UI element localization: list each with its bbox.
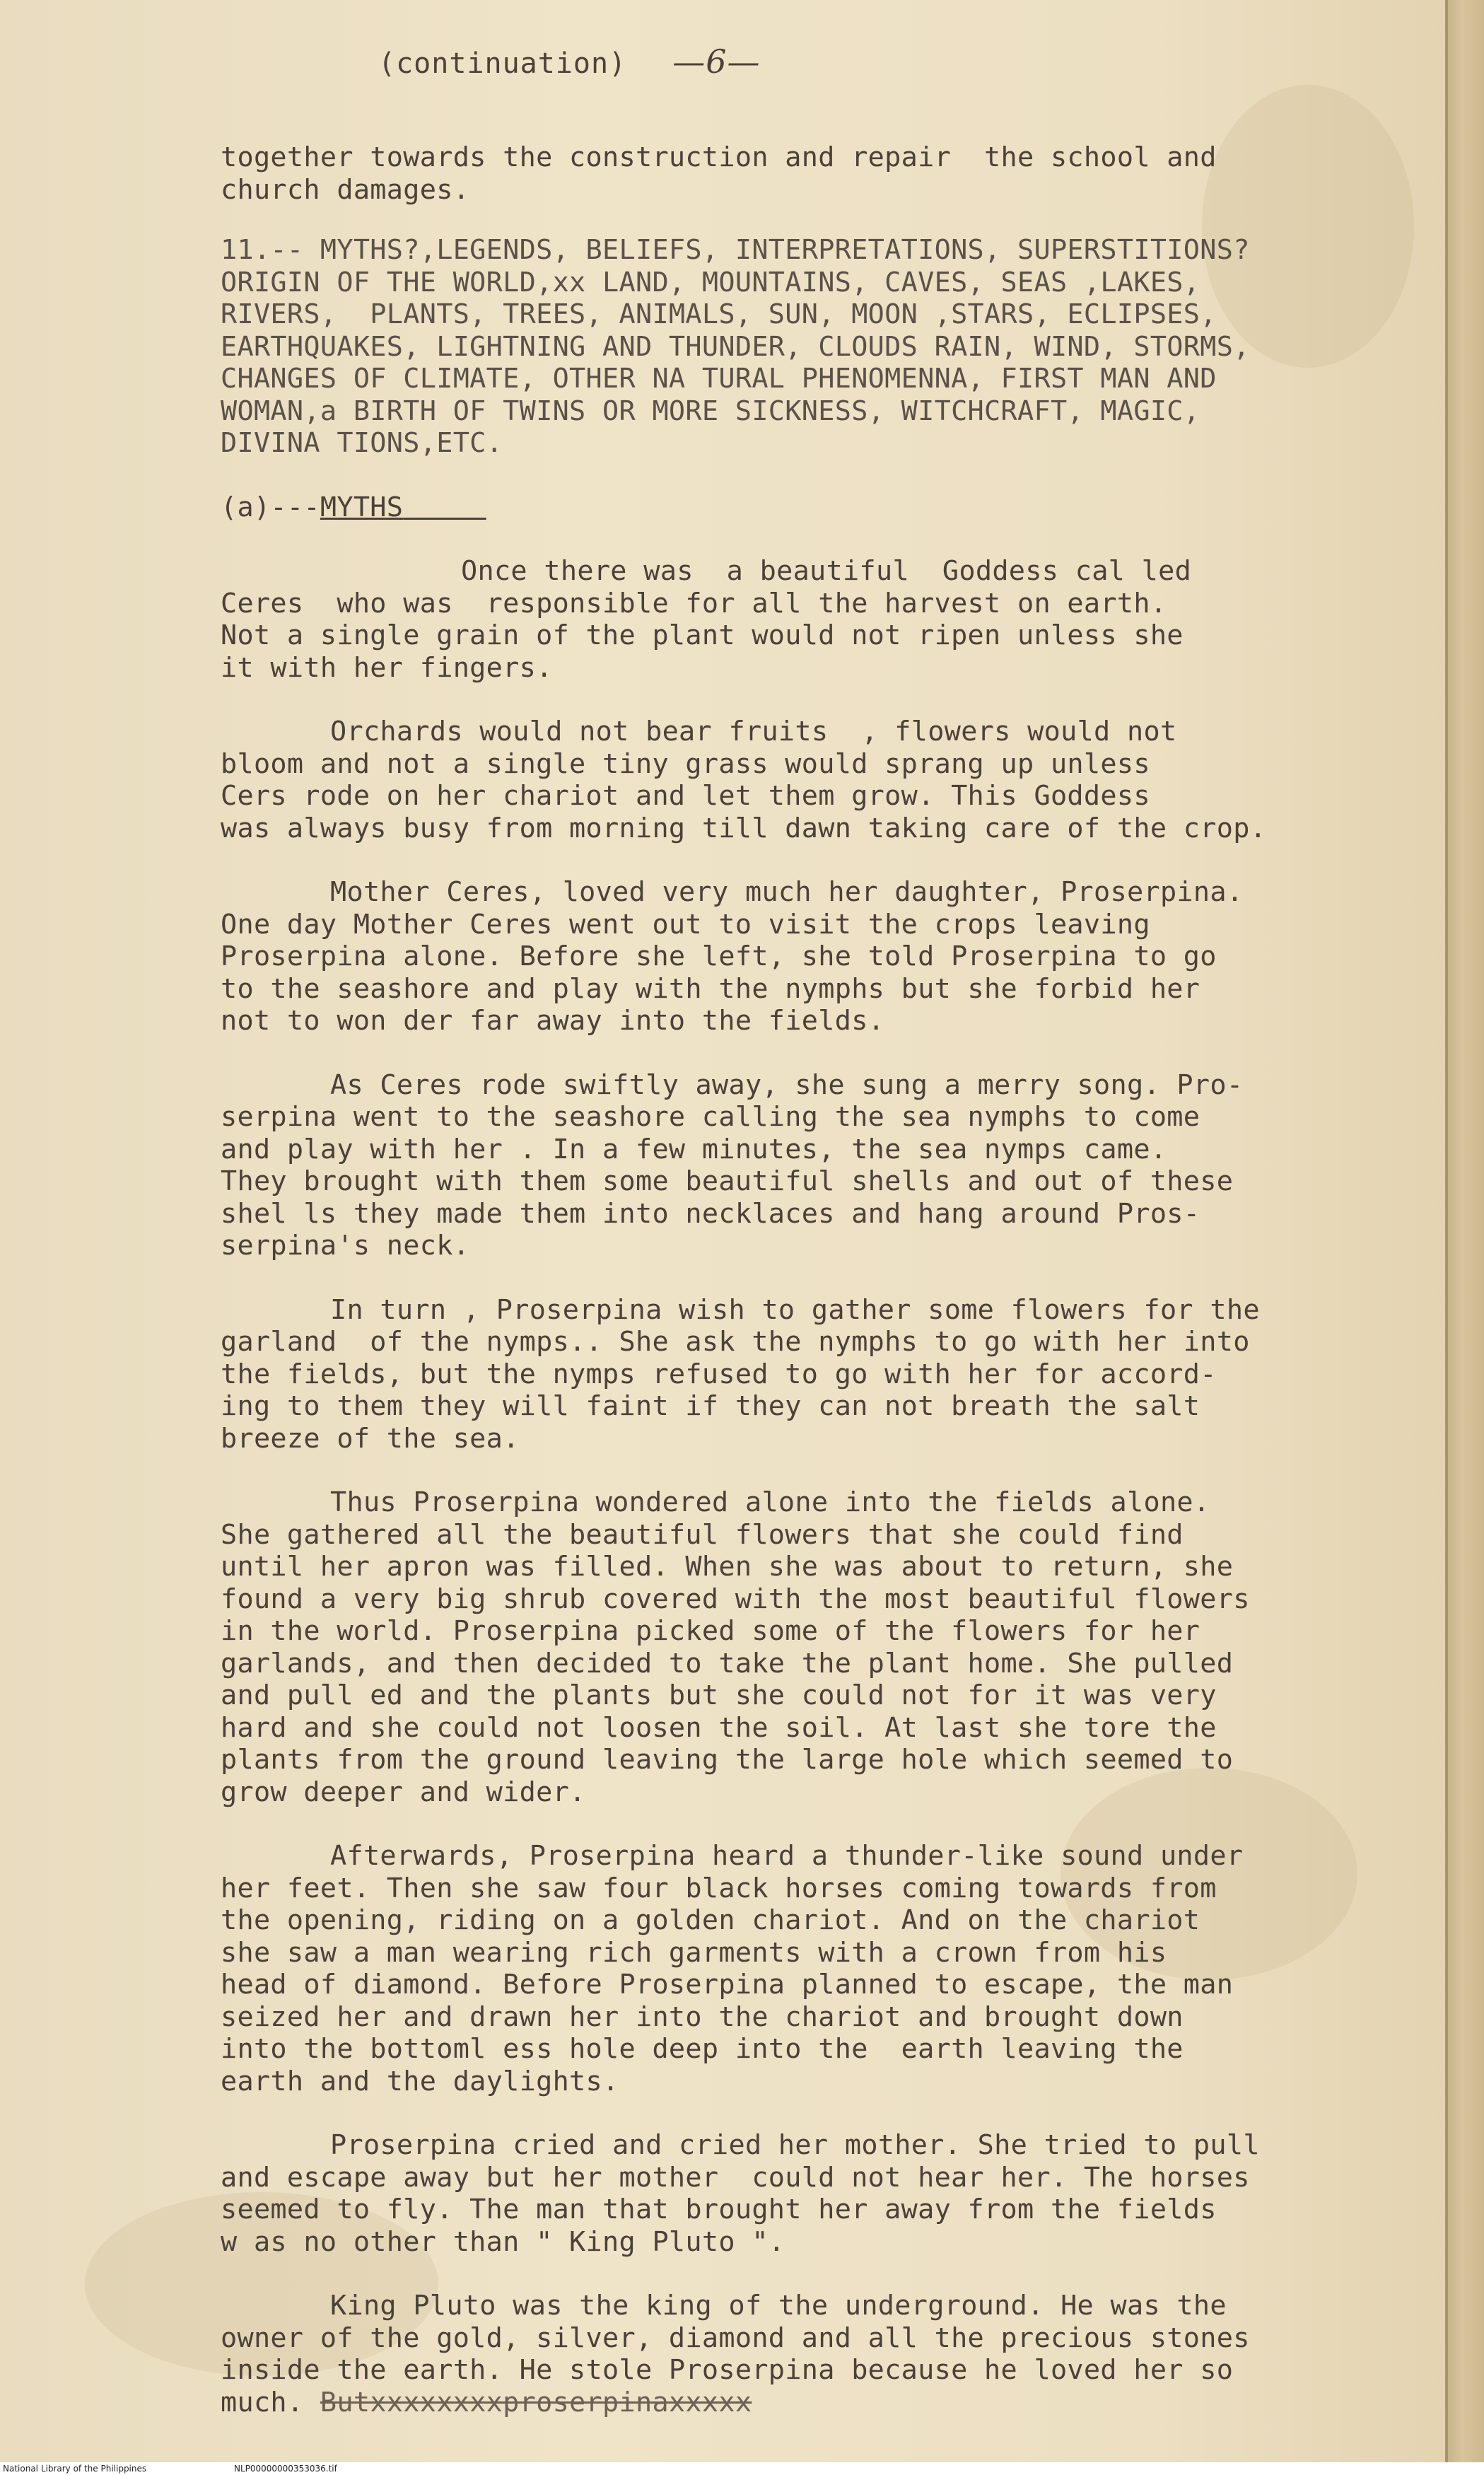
paragraph-ceres-intro: Once there was a beautiful Goddess cal led Ceres who was responsible for all the harvest on earth. Not a single grain of the plant would not ripen unless she it with her fingers. bbox=[221, 555, 1192, 684]
subsection-heading bbox=[221, 491, 1422, 524]
paragraph-ceres-rode: As Ceres rode swiftly away, she sung a merry song. Pro- serpina went to the seashore calling the sea nymphs to come and play with her . In a few minutes, the sea nymps came. They brought with them some beautiful shells and out of these shel ls they made them into necklaces and hang around Pros- serpina's neck. bbox=[221, 1068, 1244, 1262]
page-number: —6— bbox=[672, 42, 761, 81]
paragraph-afterwards: Afterwards, Proserpina heard a thunder-like sound under her feet. Then she saw four black horses coming towards from the opening, riding on a golden chariot. And on the chariot she saw a man wearing rich garments with a crown from his head of diamond. Before Proserpina planned to escape, the man seized her and drawn her into the chariot and brought down into the bottoml ess hole deep into the earth leaving the earth and the daylights. bbox=[221, 1840, 1244, 2097]
paragraph-thus-proserpina: Thus Proserpina wondered alone into the fields alone. She gathered all the beautiful flowers that she could find until her apron was filled. When she was about to return, she found a very big shrub covered with the most beautiful flowers in the world. Proserpina picked some of the flowers for her garlands, and then decided to take the plant home. She pulled and pull ed and the plants but she could not for it was very hard and she could not loosen the soil. At last she tore the plants from the ground leaving the large hole which seemed to grow deeper and wider. bbox=[221, 1486, 1250, 1808]
document-body bbox=[221, 141, 1422, 2450]
footer-file: NLP00000000353036.tif bbox=[233, 2464, 337, 2474]
paragraph-continuation: together towards the construction and repair the school and church damages. bbox=[221, 141, 1217, 206]
paragraph-king-pluto: King Pluto was the king of the underground. He was the owner of the gold, silver, diamond and all the precious stones inside the earth. He stole Proserpina because he loved her so much. Butxxxxxxxxproserpinaxxxxx bbox=[221, 2290, 1250, 2418]
paragraph-proserpina-cried: Proserpina cried and cried her mother. She tried to pull and escape away but her mother could not hear her. The horses seemed to fly. The man that brought her away from the fields w as no other than " King Pluto ". bbox=[221, 2129, 1260, 2258]
struck-out-text: Butxxxxxxxxproserpinaxxxxx bbox=[320, 2386, 752, 2418]
section-heading-myths-legends: 11.-- MYTHS?,LEGENDS, BELIEFS, INTERPRETATIONS, SUPERSTITIONS? ORIGIN OF THE WORLD,xx LAND, MOUNTAINS, CAVES, SEAS ,LAKES, RIVERS, PLANTS, TREES, ANIMALS, SUN, MOON ,STARS, ECLIPSES, EARTHQUAKES, LIGHTNING AND THUNDER, CLOUDS RAIN, WIND, STORMS, CHANGES OF CLIMATE, OTHER NA TURAL PHENOMENNA, FIRST MAN AND WOMAN,a BIRTH OF TWINS OR MORE SICKNESS, WITCHCRAFT, MAGIC, DIVINA TIONS,ETC. bbox=[221, 234, 1250, 459]
page-header bbox=[378, 42, 761, 81]
paragraph-in-turn: In turn , Proserpina wish to gather some flowers for the garland of the nymps.. She ask the nymphs to go with her into the fields, but the nymps refused to go with her for accord- ing to them they will faint if they can not breath the salt breeze of the sea. bbox=[221, 1293, 1260, 1455]
paragraph-mother-ceres: Mother Ceres, loved very much her daughter, Proserpina. One day Mother Ceres went out to visit the crops leaving Proserpina alone. Before she left, she told Proserpina to go to the seashore and play with the nymphs but she forbid her not to won der far away into the fields. bbox=[221, 876, 1244, 1037]
subsection-title-myths: MYTHS bbox=[320, 491, 404, 523]
subsection-marker: (a)--- bbox=[221, 491, 320, 523]
paragraph-orchards: Orchards would not bear fruits , flowers would not bloom and not a single tiny grass would sprang up unless Cers rode on her chariot and let them grow. This Goddess was always busy from morning till dawn taking care of the crop. bbox=[221, 716, 1267, 844]
page-edge bbox=[1448, 0, 1484, 2462]
continuation-label: (continuation) bbox=[378, 47, 627, 80]
scan-footer bbox=[0, 2462, 1484, 2475]
footer-source: National Library of the Philippines bbox=[3, 2464, 147, 2474]
page-edge-line bbox=[1445, 0, 1448, 2462]
